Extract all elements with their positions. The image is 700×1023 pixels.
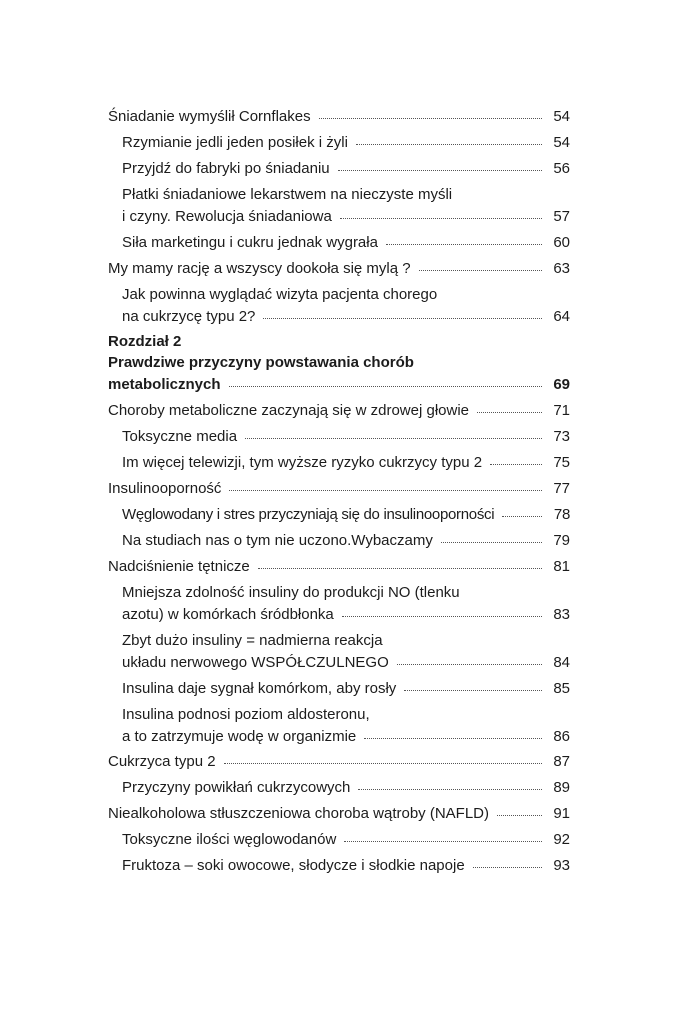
dot-leader xyxy=(340,218,542,219)
toc-entry-title: Toksyczne media xyxy=(122,428,238,445)
dot-leader xyxy=(229,386,542,387)
toc-entry-title: Niealkoholowa stłuszczeniowa choroba wątroby (NAFLD) xyxy=(108,805,489,822)
toc-entry[interactable] xyxy=(122,501,570,523)
toc-entry[interactable] xyxy=(122,527,570,549)
dot-leader xyxy=(258,568,542,569)
toc-entry[interactable] xyxy=(122,181,570,225)
dot-leader xyxy=(419,270,542,271)
dot-leader xyxy=(386,244,542,245)
toc-entry[interactable] xyxy=(122,701,570,745)
toc-entry[interactable] xyxy=(108,255,570,277)
toc-entry[interactable] xyxy=(108,748,570,770)
toc-entry[interactable] xyxy=(122,129,570,151)
toc-entry-page: 81 xyxy=(553,558,570,575)
dot-leader xyxy=(497,815,542,816)
toc-entry-page: 83 xyxy=(553,606,570,623)
toc-entry-title-line2: a to zatrzymuje wodę w organizmie xyxy=(122,728,357,745)
dot-leader xyxy=(319,118,542,119)
toc-entry[interactable] xyxy=(122,449,570,471)
dot-leader xyxy=(441,542,542,543)
toc-entry-page: 78 xyxy=(553,506,570,523)
toc-entry-page: 63 xyxy=(553,260,570,277)
toc-entry-title: Fruktoza – soki owocowe, słodycze i słodkie napoje xyxy=(122,857,465,874)
chapter-heading[interactable] xyxy=(108,349,570,393)
toc-entry[interactable] xyxy=(122,826,570,848)
dot-leader xyxy=(263,318,542,319)
toc-entry-title-line1: Jak powinna wyglądać wizyta pacjenta chorego xyxy=(122,286,438,303)
toc-entry-page: 85 xyxy=(553,680,570,697)
toc-entry-page: 71 xyxy=(553,402,570,419)
toc-entry-page: 87 xyxy=(553,753,570,770)
dot-leader xyxy=(338,170,542,171)
toc-entry-page: 60 xyxy=(553,234,570,251)
toc-entry-title: Na studiach nas o tym nie uczono.Wybaczamy xyxy=(122,532,433,549)
dot-leader xyxy=(397,664,542,665)
dot-leader xyxy=(344,841,542,842)
dot-leader xyxy=(404,690,542,691)
toc-entry-page: 75 xyxy=(553,454,570,471)
toc-entry[interactable] xyxy=(108,397,570,419)
toc-entry-page: 89 xyxy=(553,779,570,796)
toc-entry[interactable] xyxy=(122,229,570,251)
toc-entry-title: Insulinooporność xyxy=(108,480,222,497)
chapter-title-line1: Prawdziwe przyczyny powstawania chorób xyxy=(108,354,414,371)
toc-entry-title-line1: Płatki śniadaniowe lekarstwem na nieczyste myśli xyxy=(122,186,453,203)
dot-leader xyxy=(358,789,542,790)
toc-entry-title-line1: Zbyt dużo insuliny = nadmierna reakcja xyxy=(122,632,383,649)
dot-leader xyxy=(356,144,542,145)
toc-entry[interactable] xyxy=(122,774,570,796)
toc-entry-title-line2: układu nerwowego WSPÓŁCZULNEGO xyxy=(122,654,389,671)
toc-entry[interactable] xyxy=(122,627,570,671)
toc-entry[interactable] xyxy=(122,675,570,697)
toc-entry-page: 56 xyxy=(553,160,570,177)
toc-entry-page: 64 xyxy=(553,308,570,325)
toc-entry-title: Cukrzyca typu 2 xyxy=(108,753,216,770)
dot-leader xyxy=(502,516,542,517)
toc-entry-page: 91 xyxy=(553,805,570,822)
toc-entry[interactable] xyxy=(108,800,570,822)
toc-entry-title-line1: Insulina podnosi poziom aldosteronu, xyxy=(122,706,370,723)
toc-entry-page: 77 xyxy=(553,480,570,497)
toc-entry-title: Siła marketingu i cukru jednak wygrała xyxy=(122,234,378,251)
toc-entry-title: Toksyczne ilości węglowodanów xyxy=(122,831,337,848)
toc-entry-title-line2: na cukrzycę typu 2? xyxy=(122,308,256,325)
toc-entry-title: Nadciśnienie tętnicze xyxy=(108,558,250,575)
toc-entry[interactable] xyxy=(108,553,570,575)
toc-entry[interactable] xyxy=(108,475,570,497)
chapter-title-line2: metabolicznych xyxy=(108,376,221,393)
dot-leader xyxy=(477,412,542,413)
toc-entry-title-line1: Mniejsza zdolność insuliny do produkcji NO (tlenku xyxy=(122,584,460,601)
toc-entry-page: 54 xyxy=(553,108,570,125)
toc-entry-title: Rzymianie jedli jeden posiłek i żyli xyxy=(122,134,348,151)
toc-entry-title: Choroby metaboliczne zaczynają się w zdrowej głowie xyxy=(108,402,470,419)
toc-entry-title: Śniadanie wymyślił Cornflakes xyxy=(108,108,311,125)
toc-entry-page: 84 xyxy=(553,654,570,671)
dot-leader xyxy=(245,438,542,439)
dot-leader xyxy=(342,616,542,617)
toc-entry-title: Przyczyny powikłań cukrzycowych xyxy=(122,779,351,796)
dot-leader xyxy=(473,867,542,868)
dot-leader xyxy=(224,763,542,764)
toc-entry-title: Przyjdź do fabryki po śniadaniu xyxy=(122,160,330,177)
toc-entry[interactable] xyxy=(122,155,570,177)
toc-entry[interactable] xyxy=(122,852,570,874)
toc-entry-page: 54 xyxy=(553,134,570,151)
dot-leader xyxy=(364,738,542,739)
toc-entry-title-line2: azotu) w komórkach śródbłonka xyxy=(122,606,334,623)
toc-entry-title-line2: i czyny. Rewolucja śniadaniowa xyxy=(122,208,332,225)
toc-entry-title: Węglowodany i stres przyczyniają się do insulinooporności xyxy=(122,506,495,523)
toc-entry-title: Im więcej telewizji, tym wyższe ryzyko cukrzycy typu 2 xyxy=(122,454,483,471)
toc-entry[interactable] xyxy=(122,423,570,445)
chapter-page: 69 xyxy=(553,376,570,393)
toc-entry[interactable] xyxy=(108,103,570,125)
toc-entry-page: 86 xyxy=(553,728,570,745)
toc-entry-page: 73 xyxy=(553,428,570,445)
toc-entry-page: 57 xyxy=(553,208,570,225)
toc-entry[interactable] xyxy=(122,281,570,325)
toc-entry-page: 92 xyxy=(553,831,570,848)
chapter-label: Rozdział 2 xyxy=(108,333,182,350)
dot-leader xyxy=(229,490,542,491)
toc-entry-title: Insulina daje sygnał komórkom, aby rosły xyxy=(122,680,397,697)
toc-entry[interactable] xyxy=(122,579,570,623)
toc-entry-page: 93 xyxy=(553,857,570,874)
toc-entry-page: 79 xyxy=(553,532,570,549)
dot-leader xyxy=(490,464,542,465)
toc-entry-title: My mamy rację a wszyscy dookoła się mylą ? xyxy=(108,260,411,277)
